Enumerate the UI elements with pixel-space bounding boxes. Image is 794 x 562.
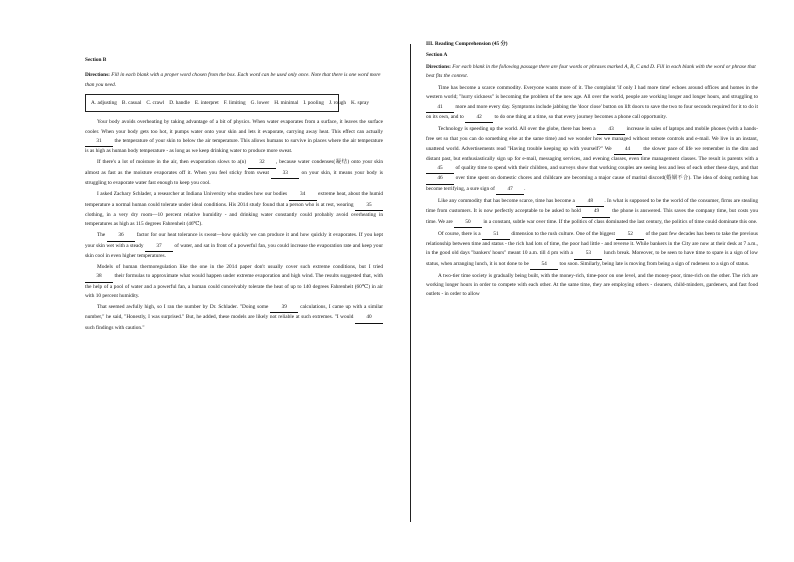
answer-blank[interactable]: 52 (616, 230, 644, 240)
answer-blank[interactable]: 46 (426, 174, 454, 184)
answer-blank[interactable]: 53 (574, 249, 602, 259)
passage-text: A two-tier time society is gradually being built, with the money-rich, time-poor on one level, and the money-poor, time-rich on the other. The rich are working longer hours in order to compete with each other. At the same time, they are employing others - cleaners, child-minders, gardeners, and fast food outlets - in order to allow (426, 272, 758, 298)
paragraph (85, 263, 383, 301)
paragraph (85, 190, 383, 229)
answer-blank[interactable]: 41 (426, 103, 454, 113)
word-box (85, 94, 369, 113)
passage-text: of quality time to spend with their children, and surveys show that working couples are seeing less and less of each other these days, and that (454, 165, 758, 172)
section-b-directions (85, 71, 383, 90)
passage-text: Your body avoids overheating by taking advantage of a bit of physics. When water evaporates from a surface, it leaves the surface cooler. When your body gets too hot, it pumps water onto your skin and lets it evaporate, carrying away heat. This effect can actually (85, 119, 383, 135)
passage-text: in a constant, subtle war over time. If the politics of class dominated the last century, the politics of time could dominate this one. (482, 218, 758, 225)
paragraph (426, 197, 758, 228)
answer-blank[interactable]: 35 (355, 201, 383, 211)
passage-text: over time spent on domestic chores and childcare are becoming a major cause of marital discord(婚姻不合). The idea of doing nothing has become terrifying, a sure sign of (426, 175, 758, 192)
answer-blank[interactable]: 31 (85, 137, 113, 147)
passage-text: Of course, there is a (438, 230, 482, 237)
passage-text: too soon. Similarly, being late is moving from being a sign of rudeness to a sign of status. (558, 260, 750, 267)
answer-blank[interactable]: 45 (426, 164, 454, 174)
answer-blank[interactable]: 42 (465, 113, 493, 123)
passage-text: to do one thing at a time, so that every journey becomes a phone call opportunity. (493, 113, 667, 120)
word-option: F. limiting (223, 99, 246, 106)
answer-blank[interactable]: 40 (355, 313, 383, 323)
answer-blank[interactable]: 34 (289, 190, 317, 200)
word-option: K. spray (351, 99, 369, 106)
answer-blank[interactable]: 51 (482, 230, 510, 240)
answer-blank[interactable]: 37 (145, 242, 173, 252)
answer-blank[interactable]: 47 (496, 185, 524, 195)
directions-label: Directions: (426, 63, 451, 70)
passage-text: lunch break. Moreover, to be seen to have time to spare is a sign of low status, when arranging lunch, it is not done to be (426, 250, 758, 267)
section-b-title: Section B (85, 57, 107, 63)
answer-blank[interactable]: 32 (248, 158, 276, 168)
section-a-passage (426, 84, 758, 300)
passage-text: of the past few decades has been to take the previous relationship between time and status - the rich had lots of time, the poor had little - and reverse it. While bankers in the City are now at their desk at 7 a.m., in the good old days "bankers' hours" meant 10 a.m. till 4 pm with a (426, 230, 758, 257)
passage-text: , because water condenses(凝结) onto your skin almost as fast as the moisture evaporates off it. When you feel sticky from sweat (85, 159, 383, 176)
word-option: C. crawl (146, 99, 165, 106)
reading-comprehension-column (426, 40, 758, 302)
paragraph (426, 230, 758, 270)
passage-text: Models of human thermoregulation like the one in the 2014 paper don't usually cover such extreme conditions, but I tried (97, 264, 383, 271)
paragraph (85, 303, 383, 333)
paragraph (85, 118, 383, 156)
passage-text: factor for our heat tolerance is sweat—how quickly we can produce it and how quickly it evaporates. If you kept your skin wet with a steady (85, 232, 383, 249)
answer-blank[interactable]: 38 (85, 272, 113, 282)
passage-text: their formulas to approximate what would happen under extreme evaporation and high wind. The results suggested that, with the help of a pool of water and a powerful fan, a human could conceivably tolerate the heat of up to 140 degrees Fahrenheit (60℃) in air with 10 percent humidity. (85, 273, 383, 299)
passage-text: the phone is answered. This saves the company time, but costs you time. We are (426, 208, 758, 225)
answer-blank[interactable]: 43 (597, 125, 625, 135)
passage-text: the slower pace of life we remember in the dim and distant past, but enthusiastically sign up for e-mail, messaging services, and evening classes, even time management classes. The result is parents with a (426, 145, 758, 162)
passage-text: Like any commodity that has become scarce, time has become a (438, 197, 577, 204)
passage-text: Time has become a scarce commodity. Everyone wants more of it. The complaint 'if only I had more time' echoes around offices and homes in the western world; "hurry sickness" is becoming the problem of the new age. All over the world, people are working longer and longer hours, and struggling to (426, 85, 758, 101)
directions-text: Fill in each blank with a proper word chosen from the box. Each word can be used only once. Note that there is one word more than you need. (85, 72, 381, 88)
paragraph (426, 125, 758, 195)
passage-text: That seemed awfully high, so I ran the number by Dr. Schlader. "Doing some (97, 304, 271, 311)
paragraph (85, 158, 383, 188)
word-option: I. pooling (303, 99, 324, 106)
passage-text: The (97, 232, 107, 239)
word-option: A. adjusting (91, 99, 117, 106)
answer-blank[interactable]: 39 (270, 303, 298, 313)
answer-blank[interactable]: 36 (107, 231, 135, 241)
section-b-passage (85, 118, 383, 333)
word-option: E. interpret (194, 99, 219, 106)
column-divider (410, 44, 411, 522)
word-option: J. rough (328, 99, 347, 106)
passage-text: increase in sales of laptops and mobile phones (with a hands-free set so that you can do something else at the same time) and we wonder how we managed without remote controls and e-mail. We live in an instant, unattend world. Advertisements read "Having trouble keeping up with yourself?" We (426, 126, 758, 152)
part-title: III. Reading Comprehension (45 分) (426, 41, 508, 47)
passage-text: clothing, in a very dry room—10 percent relative humidity - and drinking water constantly could probably avoid overheating in temperatures as high as 115 degrees Fahrenheit (46℃). (85, 211, 383, 228)
word-option: H. minimal (274, 99, 299, 106)
passage-text: on your skin, it means your body is struggling to evaporate water fast enough to keep you cool. (85, 169, 383, 186)
answer-blank[interactable]: 33 (271, 169, 299, 179)
passage-text: the temperature of your skin to below the air temperature. This allows humans to survive in places where the air temperature is as high as human body temperature - as long as we keep drinking water to produce more sweat. (85, 137, 383, 155)
section-a-title: Section A (426, 52, 448, 59)
passage-text: dimension to the rush culture. One of the biggest (509, 230, 617, 237)
answer-blank[interactable]: 50 (454, 218, 482, 228)
answer-blank[interactable]: 49 (582, 207, 610, 217)
paragraph (426, 272, 758, 300)
passage-text: If there's a lot of moisture in the air, then evaporation slows to a(n) (97, 159, 248, 166)
answer-blank[interactable]: 54 (530, 260, 558, 270)
passage-text: . In what is supposed to be the world of the consumer, firms are stealing time from customers. It is now perfectly acceptable to be asked to hold (426, 197, 759, 215)
passage-text: I asked Zachary Schlader, a researcher at Indiana University who studies how our bodies (97, 191, 289, 198)
answer-blank[interactable]: 44 (614, 145, 642, 155)
passage-text: Technology is speeding up the world. All over the globe, there has been a (438, 126, 598, 133)
section-b-column (85, 56, 383, 335)
word-option: D. handle (169, 99, 190, 106)
directions-text: For each blank in the following passage there are four words or phrases marked A, B, C and D. Fill in each blank with the word or phrase that best fits the context. (426, 63, 756, 79)
passage-text: such findings with caution." (85, 324, 145, 331)
passage-text: of water, and sat in front of a powerful fan, you could increase the evaporation rate and keep your skin cool in even higher temperatures. (85, 242, 383, 259)
answer-blank[interactable]: 48 (576, 197, 604, 207)
word-option: G. lower (250, 99, 270, 106)
paragraph (426, 84, 758, 123)
passage-text: calculations, I came up with a similar number," he said, "Honestly, I was surprised." But, he added, these models are likely not reliable at such extremes. "I would (85, 304, 383, 321)
passage-text: more and more every day. Symptoms include jabbing the 'door close' button on lift doors to save the two to four seconds required for it to do it on its own, and to (426, 103, 758, 120)
directions-label: Directions: (85, 72, 110, 79)
passage-text: extreme heat, about the humid temperature a normal human could tolerate under ideal conditions. His 2014 study found that a person who is at rest, wearing (85, 191, 383, 208)
section-a-directions (426, 63, 758, 82)
paragraph (85, 231, 383, 261)
passage-text: . (524, 185, 526, 192)
word-option: B. casual (121, 99, 142, 106)
